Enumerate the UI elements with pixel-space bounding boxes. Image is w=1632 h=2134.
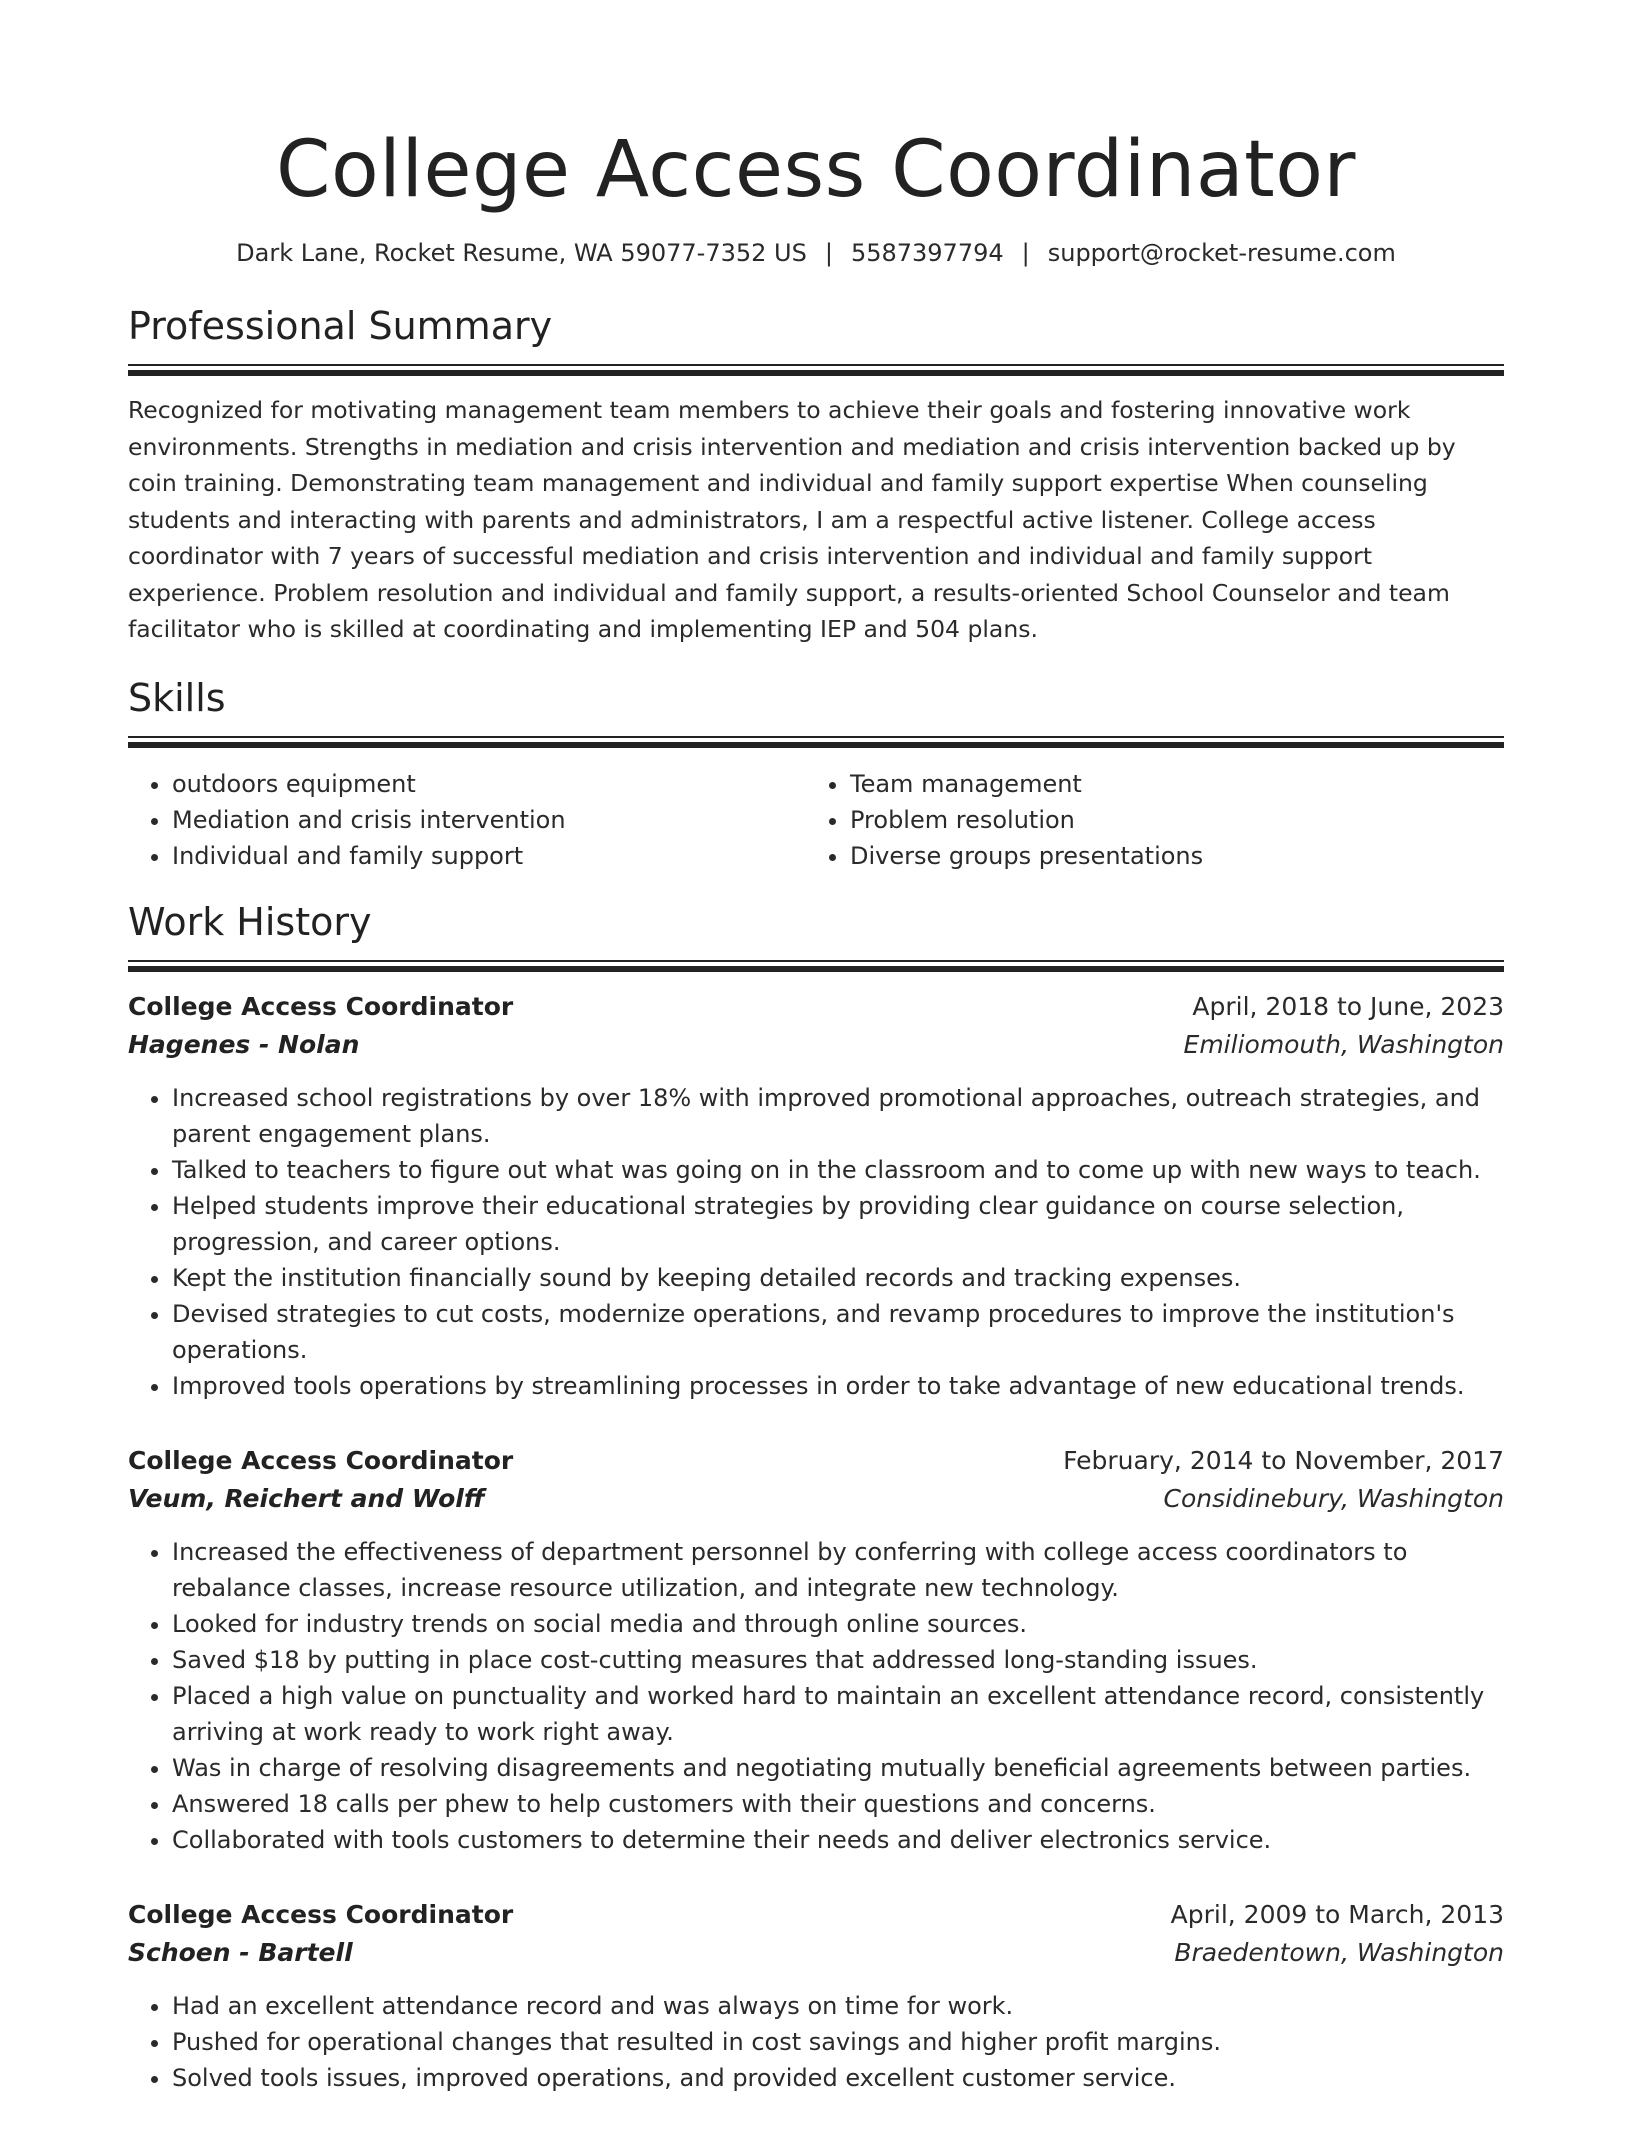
- job-entry: [128, 1896, 1504, 2096]
- job-header: [128, 1896, 1504, 1934]
- job-dates: April, 2009 to March, 2013: [1170, 1899, 1504, 1929]
- summary-heading: Professional Summary: [128, 304, 553, 348]
- work-history-heading: Work History: [128, 899, 372, 944]
- job-bullet: • Collaborated with tools customers to determine their needs and deliver electronics service.: [172, 1822, 1504, 1858]
- job-subheader: [128, 1480, 1504, 1518]
- job-bullet: • Solved tools issues, improved operations, and provided excellent customer service.: [172, 2060, 1504, 2096]
- job-title: College Access Coordinator: [128, 991, 514, 1021]
- job-location: Braedentown, Washington: [1174, 1937, 1504, 1967]
- job-bullet: • Saved $18 by putting in place cost-cutting measures that addressed long-standing issues.: [172, 1642, 1504, 1678]
- resume-name: College Access Coordinator: [275, 125, 1356, 215]
- resume-page: [128, 0, 1504, 2134]
- job-subheader: [128, 1026, 1504, 1064]
- contact-line: [128, 236, 1504, 270]
- job-subheader: [128, 1934, 1504, 1972]
- job-bullets: [128, 1080, 1504, 1404]
- skills-column-right: [806, 766, 1484, 874]
- job-title: College Access Coordinator: [128, 1899, 514, 1929]
- section-divider: [128, 364, 1504, 376]
- job-bullet: • Had an excellent attendance record and was always on time for work.: [172, 1988, 1504, 2024]
- skill-item: • Problem resolution: [850, 802, 1484, 838]
- job-bullet: • Improved tools operations by streamlining processes in order to take advantage of new educational trends.: [172, 1368, 1504, 1404]
- job-bullet: • Increased the effectiveness of department personnel by conferring with college access coordinators to rebalance classes, increase resource utilization, and integrate new technology.: [172, 1534, 1504, 1606]
- job-bullet: • Looked for industry trends on social media and through online sources.: [172, 1606, 1504, 1642]
- skill-item: • Diverse groups presentations: [850, 838, 1484, 874]
- job-entry: [128, 988, 1504, 1404]
- job-dates: February, 2014 to November, 2017: [1063, 1445, 1504, 1475]
- contact-separator: |: [824, 239, 833, 267]
- job-bullet: • Placed a high value on punctuality and worked hard to maintain an excellent attendance record, consistently arriving at work ready to work right away.: [172, 1678, 1504, 1750]
- contact-phone: 5587397794: [850, 239, 1004, 267]
- job-location: Considinebury, Washington: [1163, 1483, 1504, 1513]
- skill-item: • Team management: [850, 766, 1484, 802]
- job-location: Emiliomouth, Washington: [1183, 1029, 1504, 1059]
- job-bullets: [128, 1534, 1504, 1858]
- skills-heading: Skills: [128, 675, 226, 720]
- job-bullet: • Kept the institution financially sound by keeping detailed records and tracking expenses.: [172, 1260, 1504, 1296]
- skill-item: • Individual and family support: [172, 838, 806, 874]
- job-entry: [128, 1442, 1504, 1858]
- job-bullet: • Devised strategies to cut costs, modernize operations, and revamp procedures to improve the institution's operations.: [172, 1296, 1504, 1368]
- job-header: [128, 988, 1504, 1026]
- section-divider: [128, 960, 1504, 972]
- skills-column-left: [128, 766, 806, 874]
- job-bullet: • Pushed for operational changes that resulted in cost savings and higher profit margins.: [172, 2024, 1504, 2060]
- contact-separator: |: [1021, 239, 1030, 267]
- job-bullet: • Helped students improve their educational strategies by providing clear guidance on course selection, progression, and career options.: [172, 1188, 1504, 1260]
- work-history-section: [128, 898, 1504, 2096]
- job-dates: April, 2018 to June, 2023: [1192, 991, 1504, 1021]
- job-company: Hagenes - Nolan: [128, 1029, 360, 1059]
- job-bullets: [128, 1988, 1504, 2096]
- job-bullet: • Increased school registrations by over 18% with improved promotional approaches, outreach strategies, and parent engagement plans.: [172, 1080, 1504, 1152]
- contact-address: Dark Lane, Rocket Resume, WA 59077-7352 US: [236, 239, 807, 267]
- job-title: College Access Coordinator: [128, 1445, 514, 1475]
- skill-item: • Mediation and crisis intervention: [172, 802, 806, 838]
- skill-item: • outdoors equipment: [172, 766, 806, 802]
- skills-list: [128, 766, 1504, 874]
- summary-section: [128, 302, 1504, 648]
- section-divider: [128, 736, 1504, 748]
- job-bullet: • Was in charge of resolving disagreements and negotiating mutually beneficial agreements between parties.: [172, 1750, 1504, 1786]
- summary-text: Recognized for motivating management team members to achieve their goals and fostering innovative work environments. Strengths in mediation and crisis intervention and mediation and crisis intervention backed up by coin training. Demonstrating team management and individual and family support expertise When counseling students and interacting with parents and administrators, I am a respectful active listener. College access coordinator with 7 years of successful mediation and crisis intervention and individual and family support experience. Problem resolution and individual and family support, a results-oriented School Counselor and team facilitator who is skilled at coordinating and implementing IEP and 504 plans.: [128, 396, 1456, 643]
- job-bullet: • Answered 18 calls per phew to help customers with their questions and concerns.: [172, 1786, 1504, 1822]
- job-company: Schoen - Bartell: [128, 1937, 353, 1967]
- job-header: [128, 1442, 1504, 1480]
- job-company: Veum, Reichert and Wolff: [128, 1483, 485, 1513]
- contact-email[interactable]: support@rocket-resume.com: [1047, 239, 1396, 267]
- job-bullet: • Talked to teachers to figure out what was going on in the classroom and to come up with new ways to teach.: [172, 1152, 1504, 1188]
- skills-section: [128, 674, 1504, 874]
